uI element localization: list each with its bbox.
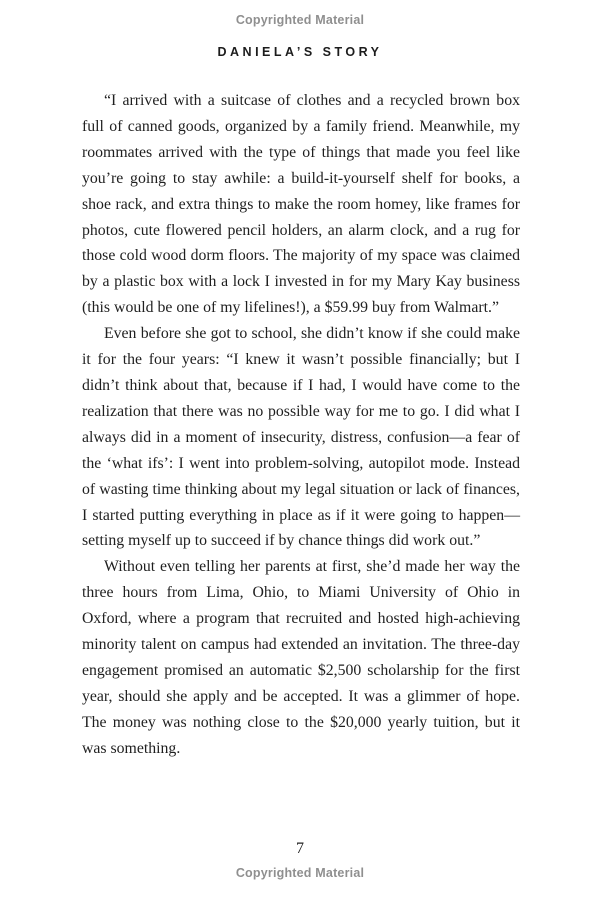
copyright-notice-top: Copyrighted Material bbox=[235, 13, 365, 27]
page-number: 7 bbox=[296, 840, 304, 857]
copyright-notice-bottom: Copyrighted Material bbox=[235, 866, 365, 880]
paragraph-1: “I arrived with a suitcase of clothes and a recycled brown box full of canned goods, organized by a family friend. Meanwhile, my roommates arrived with the type of things that made you feel like you’re going to stay awhile: a build-it-yourself shelf for books, a shoe rack, and extra things to make the room homey, like frames for photos, cute flowered pencil holders, an alarm clock, and a rug for those cold wood dorm floors. The majority of my space was claimed by a plastic box with a lock I invested in for my Mary Kay business (this would be one of my lifelines!), a $59.99 buy from Walmart.” bbox=[82, 92, 520, 317]
chapter-header: DANIELA’S STORY bbox=[217, 45, 383, 59]
paragraph-2: Even before she got to school, she didn’t know if she could make it for the four years: “I knew it wasn’t possible financially; but I didn’t think about that, because if I had, I would have come to the realization that there was no possible way for me to go. I did what I always did in a moment of insecurity, distress, confusion—a fear of the ‘what ifs’: I went into problem-solving, autopilot mode. Instead of wasting time thinking about my legal situation or lack of finances, I started putting everything in place as if it were going to happen—setting myself up to succeed if by chance things did work out.” bbox=[82, 325, 520, 550]
paragraph-3: Without even telling her parents at first, she’d made her way the three hours from Lima, Ohio, to Miami University of Ohio in Oxford, where a program that recruited and hosted high-achieving minority talent on campus had extended an invitation. The three-day engagement promised an automatic $2,500 scholarship for the first year, should she apply and be accepted. It was a glimmer of hope. The money was nothing close to the $20,000 yearly tuition, but it was something. bbox=[82, 558, 520, 757]
body-text bbox=[82, 88, 520, 762]
